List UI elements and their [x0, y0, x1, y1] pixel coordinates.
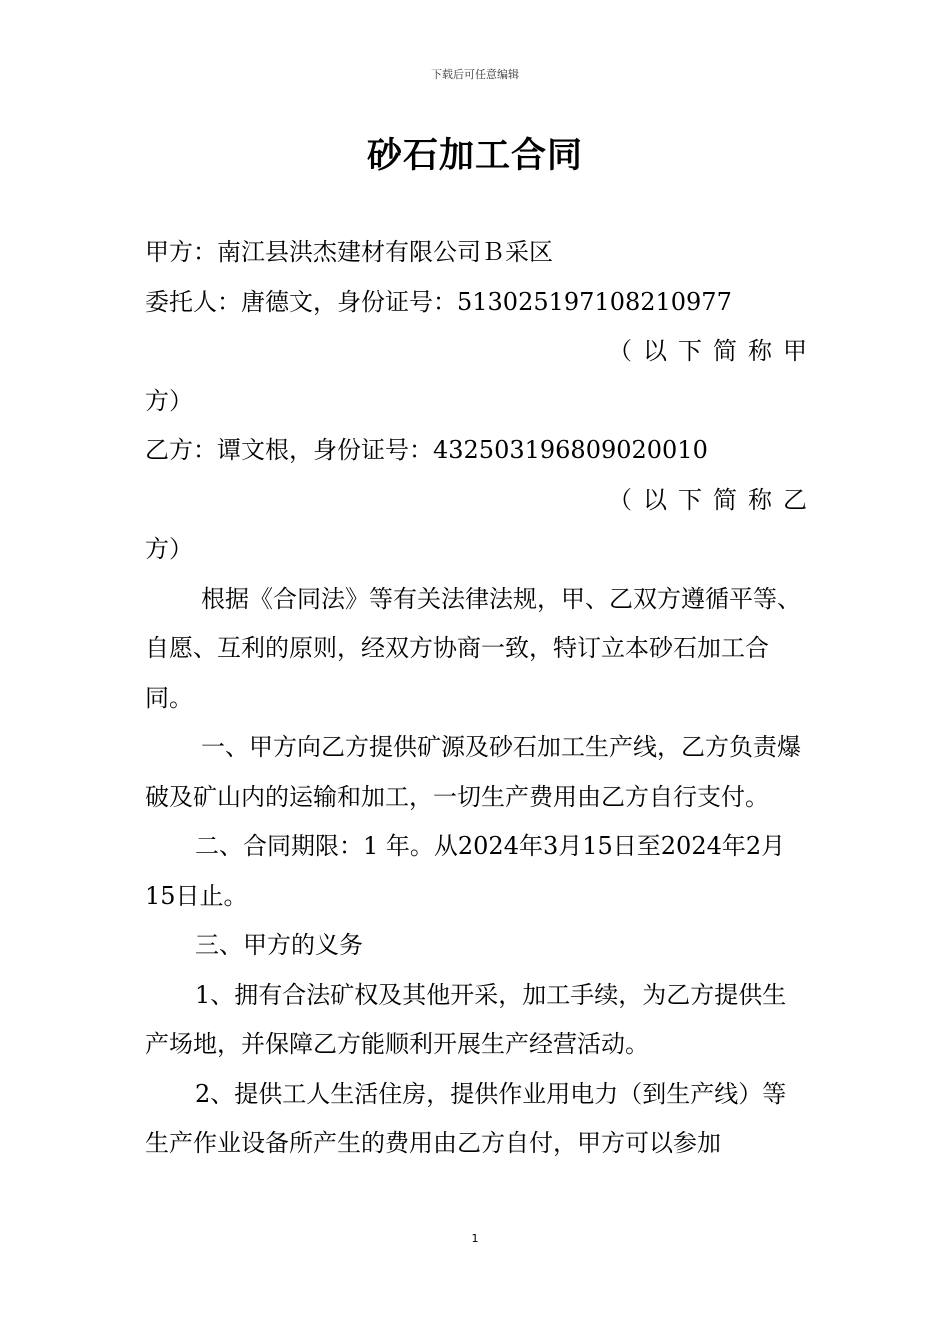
page-number: 1: [471, 1232, 479, 1245]
party-b-line: 乙方：谭文根，身份证号：432503196809020010: [145, 436, 708, 464]
party-b-alias-end: 方）: [145, 535, 193, 563]
header-note: 下载后可任意编辑: [431, 68, 519, 81]
party-a-alias-line: （以下简称甲: [608, 337, 818, 365]
agent-line: 委托人：唐德文，身份证号：513025197108210977: [145, 287, 732, 316]
party-b-alias-line: （以下简称乙: [608, 485, 818, 514]
clause-1-paragraph: 一、甲方向乙方提供矿源及砂石加工生产线，乙方负责爆破及矿山内的运输和加工，一切生产费用由乙方自行支付。: [145, 733, 801, 811]
party-a-alias-end: 方）: [145, 386, 193, 415]
clause-2-paragraph: 二、合同期限：1 年。从2024年3月15日至2024年2月15日止。: [145, 832, 786, 910]
item-2-paragraph: 2、提供工人生活住房，提供作业用电力（到生产线）等生产作业设备所产生的费用由乙方自付，甲方可以参加: [145, 1079, 787, 1157]
clause-3-heading: 三、甲方的义务: [195, 931, 363, 959]
preamble-paragraph: 根据《合同法》等有关法律法规，甲、乙双方遵循平等、自愿、互利的原则，经双方协商一致，特订立本砂石加工合同。: [145, 584, 801, 712]
document-body: [145, 228, 818, 1169]
item-1-paragraph: 1、拥有合法矿权及其他开采，加工手续，为乙方提供生产场地，并保障乙方能顺利开展生产经营活动。: [145, 980, 787, 1058]
document-title: 砂石加工合同: [366, 135, 583, 176]
party-a-line: 甲方：南江县洪杰建材有限公司Ｂ采区: [145, 238, 553, 266]
